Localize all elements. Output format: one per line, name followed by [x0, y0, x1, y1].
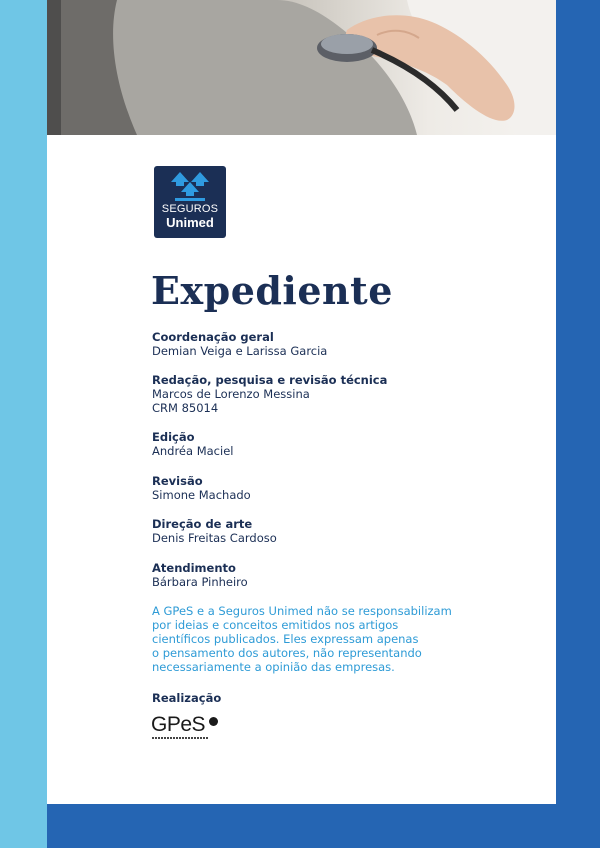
gpes-logo-text: GPeS: [151, 713, 206, 736]
realizacao-label: Realização: [152, 691, 222, 705]
credit-label: Atendimento: [152, 561, 236, 575]
bottom-color-strip: [47, 804, 600, 848]
right-color-strip: [556, 0, 600, 848]
disclaimer-line: científicos publicados. Eles expressam apenas: [152, 632, 419, 646]
credit-value: Bárbara Pinheiro: [152, 575, 248, 589]
credit-coordenacao: [152, 330, 482, 358]
disclaimer-line: A GPeS e a Seguros Unimed não se responsabilizam: [152, 604, 452, 618]
credit-edicao: [152, 430, 482, 458]
credit-label: Revisão: [152, 474, 203, 488]
credit-value: Simone Machado: [152, 488, 251, 502]
credit-value: Demian Veiga e Larissa Garcia: [152, 344, 328, 358]
credit-label: Edição: [152, 430, 195, 444]
left-color-strip: [0, 0, 47, 848]
credit-label: Redação, pesquisa e revisão técnica: [152, 373, 388, 387]
credit-label: Coordenação geral: [152, 330, 274, 344]
disclaimer-line: por ideias e conceitos emitidos nos artigos: [152, 618, 399, 632]
credit-atendimento: [152, 561, 482, 589]
logo-line-unimed: Unimed: [166, 215, 214, 230]
header-photo: [47, 0, 556, 135]
gpes-logo: [151, 713, 231, 743]
gpes-logo-tagline-mark: [152, 737, 208, 739]
credit-revisao: [152, 474, 482, 502]
unimed-arrows-icon: [171, 172, 209, 202]
disclaimer-line: necessariamente a opinião das empresas.: [152, 660, 395, 674]
page-title: Expediente: [151, 268, 393, 313]
credit-value: CRM 85014: [152, 401, 219, 415]
credit-value: Andréa Maciel: [152, 444, 234, 458]
disclaimer-text: [152, 604, 452, 674]
logo-line-seguros: SEGUROS: [161, 203, 219, 215]
credit-value: Denis Freitas Cardoso: [152, 531, 277, 545]
stethoscope-photo-illustration: [47, 0, 556, 135]
credit-value: Marcos de Lorenzo Messina: [152, 387, 310, 401]
credit-redacao: [152, 373, 482, 415]
disclaimer-line: o pensamento dos autores, não representando: [152, 646, 422, 660]
content-panel: [47, 135, 556, 804]
gpes-logo-dot-icon: [209, 717, 218, 726]
credit-direcao-de-arte: [152, 517, 482, 545]
seguros-unimed-logo: [154, 166, 226, 238]
credit-label: Direção de arte: [152, 517, 253, 531]
